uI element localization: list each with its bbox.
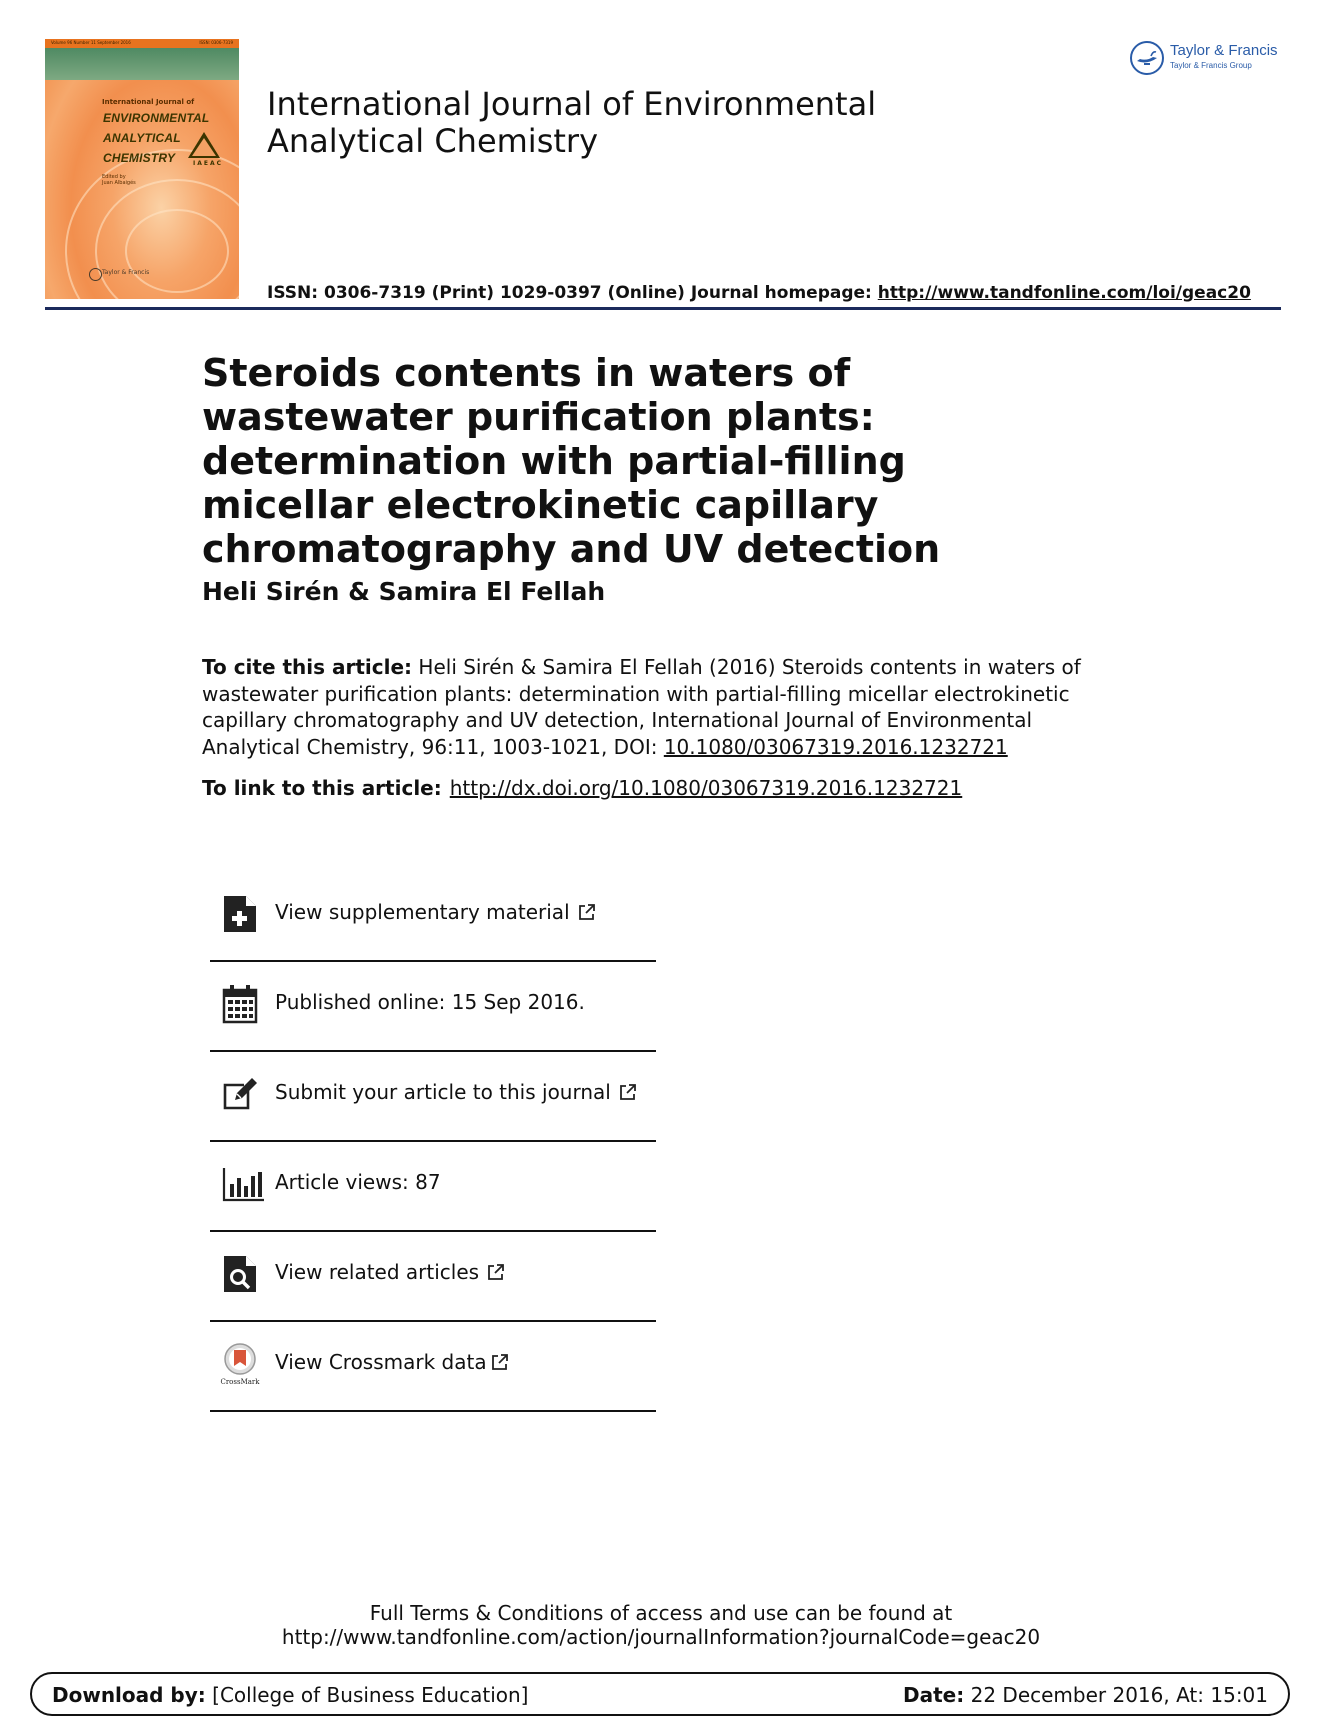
supplementary-text: View supplementary material: [275, 900, 570, 924]
download-info-box: [30, 1672, 1290, 1716]
publisher-logo-icon: [89, 268, 102, 281]
citation-block: [202, 654, 1122, 760]
header-rule: [45, 307, 1281, 310]
file-plus-icon: [222, 894, 258, 934]
terms-line-1: Full Terms & Conditions of access and use can be found at: [369, 1601, 953, 1625]
taylor-francis-logo[interactable]: [1129, 38, 1289, 78]
submit-text: Submit your article to this journal: [275, 1080, 611, 1104]
journal-homepage-link[interactable]: http://www.tandfonline.com/loi/geac20: [877, 283, 1251, 303]
cover-edited-by: [102, 174, 136, 186]
cover-swirl: [125, 209, 229, 293]
submit-row[interactable]: [210, 1050, 656, 1142]
external-link-icon: [491, 1353, 509, 1371]
external-link-icon: [619, 1083, 637, 1101]
article-authors: Heli Sirén & Samira El Fellah: [202, 577, 606, 606]
submit-label: [275, 1080, 637, 1104]
logo-group: Taylor & Francis Group: [1170, 61, 1252, 70]
download-value: [College of Business Education]: [205, 1683, 529, 1707]
crossmark-icon: [220, 1342, 260, 1386]
supplementary-label: [275, 900, 596, 924]
citation-text: Heli Sirén & Samira El Fellah (2016) Steroids contents in waters of wastewater purification plants: determination with partial-filling micellar electrokinetic capillary chromatography and UV detection, International Journal of Environmental Analytical Chemistry, 96:11, 1003-1021, DOI:: [202, 655, 1081, 759]
iaeac-triangle-inner: [192, 138, 216, 156]
link-line: [202, 776, 962, 800]
edit-icon: [222, 1074, 258, 1114]
related-text: View related articles: [275, 1260, 480, 1284]
cover-publisher: Taylor & Francis: [102, 269, 150, 276]
taylor-francis-lamp-icon: [1129, 40, 1165, 76]
terms-block: [0, 1601, 1322, 1649]
doi-link[interactable]: 10.1080/03067319.2016.1232721: [663, 734, 1008, 759]
cover-top-bar: [45, 39, 239, 48]
related-row[interactable]: [210, 1230, 656, 1322]
issn-line: [267, 283, 1251, 303]
logo-name: Taylor & Francis: [1170, 42, 1278, 59]
date-value: 22 December 2016, At: 15:01: [964, 1683, 1268, 1707]
cover-edited-label: Edited by: [102, 174, 126, 180]
search-file-icon: [222, 1254, 258, 1294]
download-by: [52, 1683, 528, 1707]
article-title: Steroids contents in waters of wastewater purification plants: determination with partial-filling micellar electrokinetic capillary chromatography and UV detection: [202, 351, 941, 571]
cover-editor-name: Juan Albaigés: [102, 180, 136, 186]
date-label: Date:: [903, 1683, 965, 1707]
journal-cover: [45, 39, 239, 299]
published-row: [210, 960, 656, 1052]
cover-title-line-2: ANALYTICAL: [103, 131, 181, 145]
cover-title-line-3: CHEMISTRY: [103, 151, 176, 165]
crossmark-logo-text: CrossMark: [220, 1378, 260, 1386]
terms-url[interactable]: http://www.tandfonline.com/action/journalInformation?journalCode=geac20: [281, 1625, 1041, 1649]
views-label: Article views: 87: [275, 1170, 441, 1194]
cover-title-line-1: ENVIRONMENTAL: [103, 111, 210, 125]
citation-label: To cite this article:: [202, 655, 413, 679]
link-label: To link to this article:: [202, 776, 442, 800]
issn-text: ISSN: 0306-7319 (Print) 1029-0397 (Online) Journal homepage:: [267, 283, 878, 303]
journal-title: International Journal of Environmental Analytical Chemistry: [267, 85, 877, 160]
views-row: [210, 1140, 656, 1232]
external-link-icon: [487, 1263, 505, 1281]
crossmark-label: [275, 1350, 509, 1374]
download-date: [903, 1683, 1268, 1707]
cover-small-title: International Journal of: [102, 98, 195, 106]
bar-chart-icon: [222, 1164, 264, 1204]
calendar-icon: [222, 984, 258, 1024]
cover-green-band: [45, 48, 239, 80]
crossmark-text: View Crossmark data: [275, 1350, 487, 1374]
external-link-icon: [578, 903, 596, 921]
article-link[interactable]: http://dx.doi.org/10.1080/03067319.2016.1232721: [449, 776, 963, 800]
published-label: Published online: 15 Sep 2016.: [275, 990, 585, 1014]
cover-volume-text: Volume 96 Number 11 September 2016: [51, 40, 131, 45]
crossmark-row[interactable]: [210, 1320, 656, 1412]
download-label: Download by:: [52, 1683, 206, 1707]
supplementary-row[interactable]: [210, 870, 656, 962]
cover-iaeac: IAEAC: [193, 160, 224, 167]
cover-issn-text: ISSN: 0306-7319: [199, 40, 233, 45]
related-label: [275, 1260, 505, 1284]
